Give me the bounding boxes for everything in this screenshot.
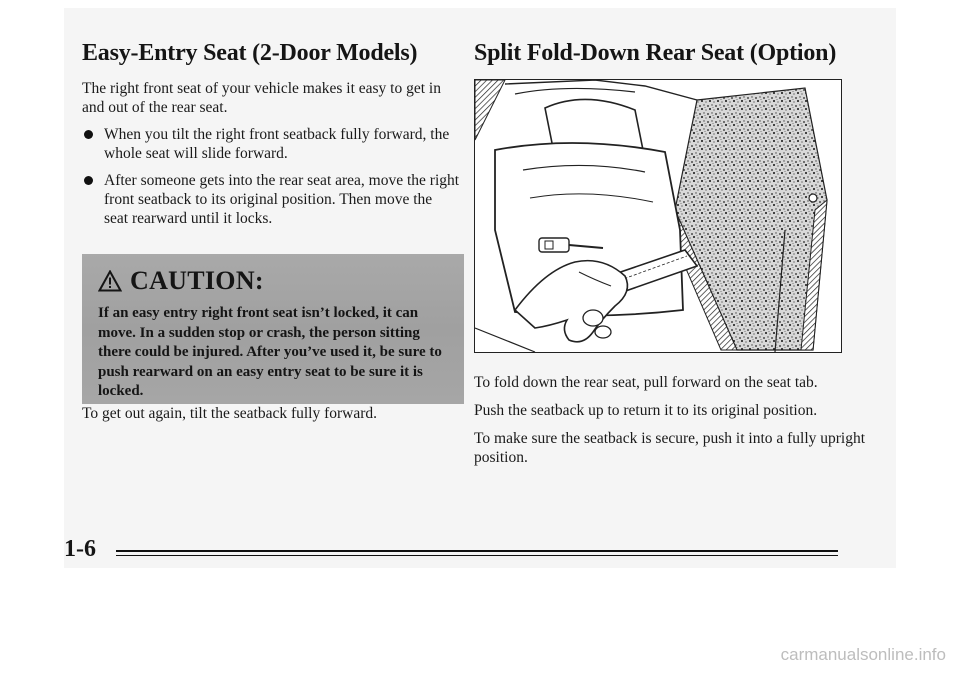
- bullet-icon: [84, 176, 93, 185]
- fold-down-text: To fold down the rear seat, pull forward on the seat tab.: [474, 374, 818, 391]
- footer-rule-thin: [116, 555, 838, 556]
- right-column: [474, 40, 884, 476]
- easy-entry-bullets: [82, 125, 460, 228]
- page-number: 1-6: [64, 536, 96, 562]
- secure-text: To make sure the seatback is secure, push it into a fully upright position.: [474, 430, 866, 466]
- get-out-text: To get out again, tilt the seatback fully forward.: [82, 405, 378, 422]
- warning-triangle-icon: [98, 270, 122, 292]
- bullet-text: When you tilt the right front seatback fully forward, the whole seat will slide forward.: [104, 126, 450, 162]
- watermark: carmanualsonline.info: [780, 645, 946, 664]
- page-footer: [64, 536, 844, 566]
- bullet-text: After someone gets into the rear seat area, move the right front seatback to its original position. Then move the seat rearward until it locks.: [104, 172, 460, 227]
- easy-entry-intro: The right front seat of your vehicle makes it easy to get in and out of the rear seat.: [82, 80, 441, 116]
- left-column: [82, 40, 460, 431]
- bullet-item: [82, 125, 460, 163]
- manual-page: [64, 8, 896, 568]
- caution-text: If an easy entry right front seat isn’t locked, it can move. In a sudden stop or crash, the person sitting there could be injured. After you’ve used it, be sure to push rearward on an easy entry seat to be sure it is locked.: [98, 305, 442, 399]
- caution-box: [82, 254, 464, 404]
- bullet-icon: [84, 130, 93, 139]
- rear-seat-illustration: [474, 79, 842, 353]
- split-fold-title: Split Fold-Down Rear Seat (Option): [474, 40, 837, 66]
- split-fold-text: [474, 373, 884, 467]
- caution-title: CAUTION:: [130, 266, 264, 295]
- push-up-text: Push the seatback up to return it to its original position.: [474, 402, 818, 419]
- bullet-item: [82, 171, 460, 228]
- caution-header: [98, 266, 450, 296]
- footer-rule: [116, 550, 838, 552]
- easy-entry-title: Easy-Entry Seat (2-Door Models): [82, 40, 418, 66]
